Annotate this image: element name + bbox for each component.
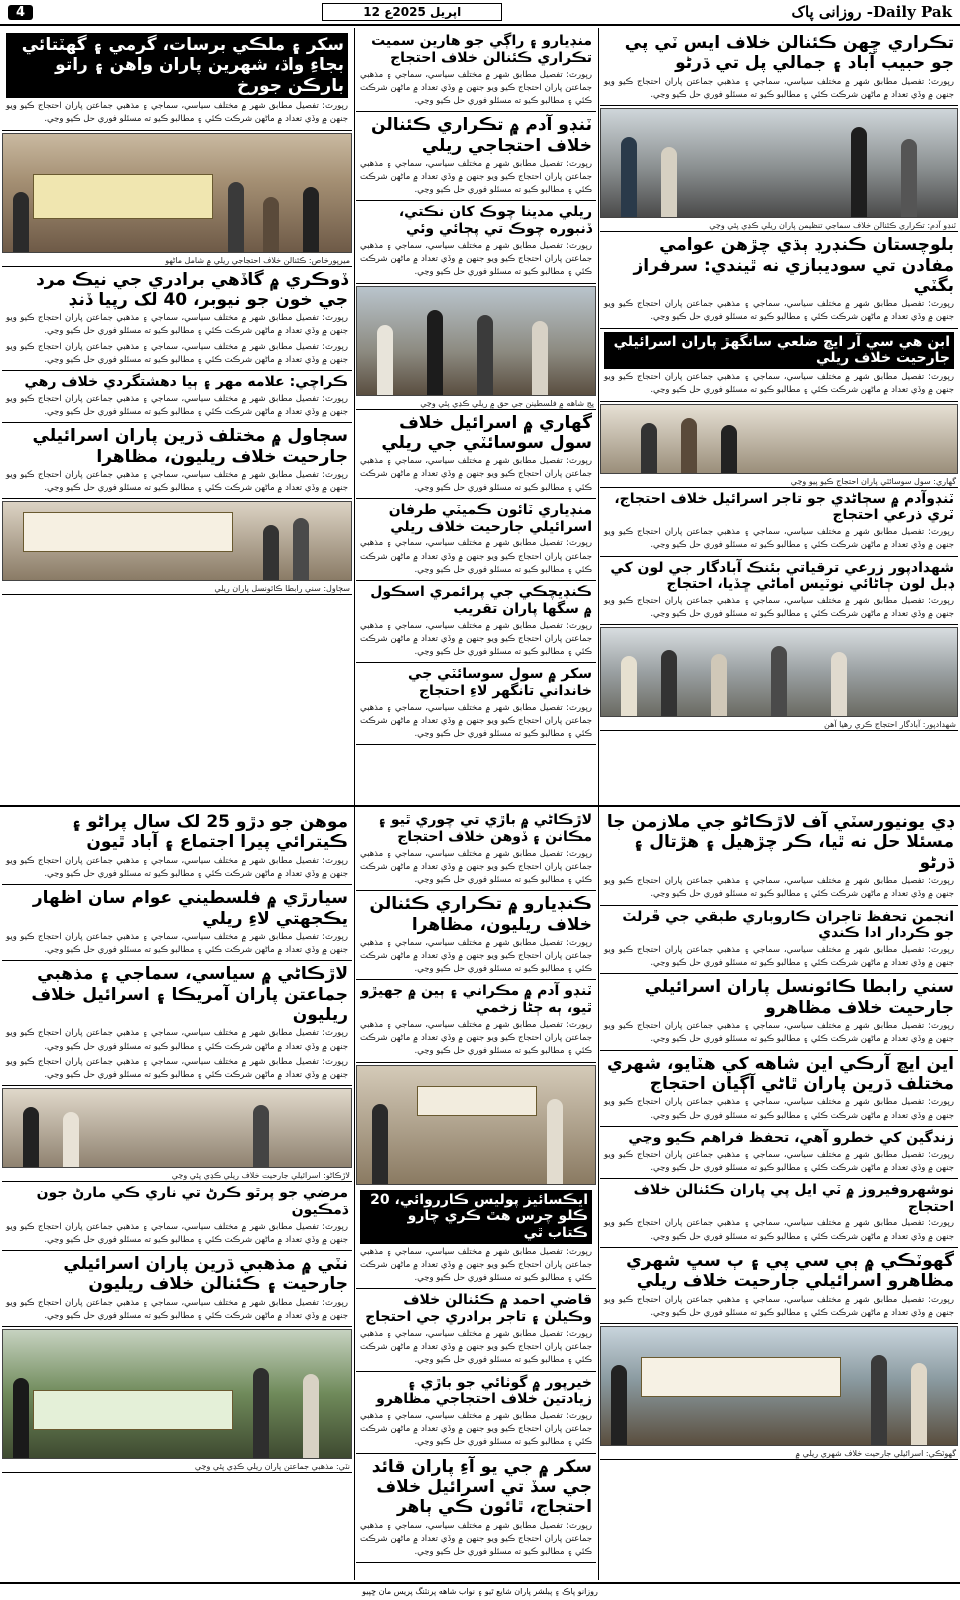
story-body: رپورٽ: تفصيل مطابق شهر ۾ مختلف سياسي، سماجي ۽ مذهبي جماعتن پاران احتجاج ڪيو ويو جنهن ۾ وڏي تعداد ۾ ماڻهن شرڪت ڪئي ۽ مطالبو ڪيو ته مسئلو فوري حل ڪيو وڃي. [6,931,348,956]
headline: مرضي جو پرٿو ڪرڻ تي ناري ڪي مارڻ جون ڌمڪيون [36,1185,348,1218]
photo-caption: ٽنڊو آدم: تڪراري ڪئنالن خلاف سماجي تنظيمن پاران ريلي ڪڍي پئي وڃي [600,220,958,232]
headline: لاڙڪاڻي ۾ باڙي تي چوري ٿيو ۽ مڪانن ۽ ڏوهن خلاف احتجاج [377,812,592,845]
photo-caption: گهوٽڪي: اسرائيلي جارحيت خلاف شهري ريلي ۾ [600,1448,958,1460]
headline: منڊيارو ۽ راڳي جو هارين سميت تڪراري ڪئنالن خلاف احتجاج [371,33,592,66]
photo-caption: ميرپورخاص: ڪئنالن خلاف احتجاجي ريلي ۾ شامل ماڻهو [2,255,352,267]
center-column-bottom [356,809,596,1580]
headline: ڪراچي: علامه مهر ۽ ٻيا دهشتگردي خلاف رهي [24,373,348,390]
story-c4 [356,410,596,499]
headline: گهوٽڪي ۾ ٻي سي پي ۽ ٻ سڀ شهري مظاهرو اسرائيلي جارحيت خلاف ريلي [626,1250,954,1292]
photo-center-2 [356,1065,596,1185]
story-c12 [356,1289,596,1371]
photo-center-1 [356,286,596,396]
headline: ڊي يونيورسٽي آف لاڙڪاڻو جي ملازمن جا مسئلا حل نه ٿيا، ڪر چڙهيل ۽ هڙتال ۽ ڌرڻو [606,812,954,873]
story-l6 [2,885,352,961]
story-body: رپورٽ: تفصيل مطابق شهر ۾ مختلف سياسي، سماجي ۽ مذهبي جماعتن پاران احتجاج ڪيو ويو جنهن ۾ وڏي تعداد ۾ ماڻهن شرڪت ڪئي ۽ مطالبو ڪيو ته مسئلو فوري حل ڪيو وڃي. [360,1329,592,1366]
story-body: رپورٽ: تفصيل مطابق شهر ۾ مختلف سياسي، سماجي ۽ مذهبي جماعتن پاران احتجاج ڪيو ويو جنهن ۾ وڏي تعداد ۾ ماڻهن شرڪت ڪئي ۽ مطالبو ڪيو ته مسئلو فوري حل ڪيو وڃي. [6,341,348,365]
story-body: رپورٽ: تفصيل مطابق شهر ۾ مختلف سياسي، سماجي ۽ مذهبي جماعتن پاران احتجاج ڪيو ويو جنهن ۾ وڏي تعداد ۾ ماڻهن شرڪت ڪئي ۽ مطالبو ڪيو ته مسئلو فوري حل ڪيو وڃي. [360,937,592,975]
photo-left-1 [2,133,352,253]
headline: ڪنڊيچڪي جي پرائمري اسڪول ۾ سگها پاران تقريب [370,583,592,617]
photo-right-2 [600,404,958,474]
story-r9 [600,1051,958,1127]
story-l9 [2,1251,352,1327]
story-c1 [356,30,596,112]
issue-date: 12 اپریل 2025ع [322,3,502,21]
story-body: رپورٽ: تفصيل مطابق شهر ۾ مختلف سياسي، سماجي ۽ مذهبي جماعتن پاران احتجاج ڪيو ويو جنهن ۾ وڏي تعداد ۾ ماڻهن شرڪت ڪئي ۽ مطالبو ڪيو ته مسئلو فوري حل ڪيو وڃي. [6,101,348,125]
story-body: رپورٽ: تفصيل مطابق شهر ۾ مختلف سياسي، سماجي ۽ مذهبي جماعتن پاران احتجاج ڪيو ويو جنهن ۾ وڏي تعداد ۾ ماڻهن شرڪت ڪئي ۽ مطالبو ڪيو ته مسئلو فوري حل ڪيو وڃي. [604,372,954,396]
photo-caption: شهدادپور: آبادگار احتجاج ڪري رهيا آهن [600,719,958,731]
headline: ٽنڊوآدم ۾ سڄاڻدي جو تاجر اسرائيل خلاف احتجاج، ٽري ذرعي احتجاج [614,490,954,524]
story-body: رپورٽ: تفصيل مطابق شهر ۾ مختلف سياسي، سماجي ۽ مذهبي جماعتن پاران احتجاج ڪيو ويو جنهن ۾ وڏي تعداد ۾ ماڻهن شرڪت ڪئي ۽ مطالبو ڪيو ته مسئلو فوري حل ڪيو وڃي. [6,469,348,494]
story-body: رپورٽ: تفصيل مطابق شهر ۾ مختلف سياسي، سماجي ۽ مذهبي جماعتن پاران احتجاج ڪيو ويو جنهن ۾ وڏي تعداد ۾ ماڻهن شرڪت ڪئي ۽ مطالبو ڪيو ته مسئلو فوري حل ڪيو وڃي. [604,527,954,551]
story-l3 [2,371,352,423]
story-body: رپورٽ: تفصيل مطابق شهر ۾ مختلف سياسي، سماجي ۽ مذهبي جماعتن پاران احتجاج ڪيو ويو جنهن ۾ وڏي تعداد ۾ ماڻهن شرڪت ڪئي ۽ مطالبو ڪيو ته مسئلو فوري حل ڪيو وڃي. [6,855,348,879]
headline: سکر ۾ جي يو آءِ پاران قائد جي سڏ تي اسرائيل خلاف احتجاج، ٿائون ڪي ٻاهر [371,1456,592,1518]
story-c13 [356,1372,596,1454]
right-column-bottom [600,809,958,1580]
headline: ڏوڪري ۾ گاڏهي برادري جي نيڪ مرد جي خون جو نيوبر، 40 لک رپيا ڏنڊ [36,269,348,310]
story-c10 [356,980,596,1062]
footer-imprint: روزانو پاڪ ۽ پبلشر پاران شايع ٿيو ۽ نواب شاهه پرنٽنگ پريس مان ڇپيو [0,1582,960,1600]
headline: بلوچستان ڪنڊرڊ ٻڌي چڙهن عوامي مفادن تي سوديبازي نه ٿيندي: سرفراز بگٽي [633,235,954,296]
story-c9 [356,891,596,980]
column-divider-right [598,28,599,1580]
story-body: رپورٽ: تفصيل مطابق شهر ۾ مختلف سياسي، سماجي ۽ مذهبي جماعتن پاران احتجاج ڪيو ويو جنهن ۾ وڏي تعداد ۾ ماڻهن شرڪت ڪئي ۽ مطالبو ڪيو ته مسئلو فوري حل ڪيو وڃي. [360,1246,592,1284]
story-c6 [356,581,596,663]
masthead [0,0,960,26]
story-c7 [356,663,596,745]
page-number: 4 [8,5,33,20]
story-body: رپورٽ: تفصيل مطابق شهر ۾ مختلف سياسي، سماجي ۽ مذهبي جماعتن پاران احتجاج ڪيو ويو جنهن ۾ وڏي تعداد ۾ ماڻهن شرڪت ڪئي ۽ مطالبو ڪيو ته مسئلو فوري حل ڪيو وڃي. [604,1218,954,1242]
photo-left-2 [2,501,352,581]
photo-caption: لاڙڪاڻو: اسرائيلي جارحيت خلاف ريلي ڪڍي پئي وڃي [2,1170,352,1182]
story-r3 [600,329,958,402]
story-body: رپورٽ: تفصيل مطابق شهر ۾ مختلف سياسي، سماجي ۽ مذهبي جماعتن پاران احتجاج ڪيو ويو جنهن ۾ وڏي تعداد ۾ ماڻهن شرڪت ڪئي ۽ مطالبو ڪيو ته مسئلو فوري حل ڪيو وڃي. [6,1221,348,1245]
story-body: رپورٽ: تفصيل مطابق شهر ۾ مختلف سياسي، سماجي ۽ مذهبي جماعتن پاران احتجاج ڪيو ويو جنهن ۾ وڏي تعداد ۾ ماڻهن شرڪت ڪئي ۽ مطالبو ڪيو ته مسئلو فوري حل ڪيو وڃي. [604,1294,954,1318]
headline: سيارڙي ۾ فلسطيني عوام سان اظهار يڪجهتي لاءِ ريلي [32,888,348,929]
story-body: رپورٽ: تفصيل مطابق شهر ۾ مختلف سياسي، سماجي ۽ مذهبي جماعتن پاران احتجاج ڪيو ويو جنهن ۾ وڏي تعداد ۾ ماڻهن شرڪت ڪئي ۽ مطالبو ڪيو ته مسئلو فوري حل ڪيو وڃي. [360,702,592,739]
headline: ڪنڊيارو ۾ تڪراري ڪئنالن خلاف ريليون، مظاهرا [369,894,592,935]
story-c2 [356,112,596,201]
photo-caption: گهاري: سول سوسائٽي پاران احتجاج ڪيو پيو وڃي [600,476,958,488]
headline: نوشهروفيروز ۾ ٽي ايل پي پاران ڪئنالن خلاف احتجاج [633,1181,954,1215]
story-l2 [2,267,352,371]
story-l7 [2,961,352,1086]
story-body: رپورٽ: تفصيل مطابق شهر ۾ مختلف سياسي، سماجي ۽ مذهبي جماعتن پاران احتجاج ڪيو ويو جنهن ۾ وڏي تعداد ۾ ماڻهن شرڪت ڪئي ۽ مطالبو ڪيو ته مسئلو فوري حل ڪيو وڃي. [360,1020,592,1057]
story-r4 [600,488,958,557]
left-column-top [2,30,352,803]
story-r5 [600,557,958,626]
headline: ابن هي سي آر ايڇ ضلعي سانگهڙ پاران اسرائيلي جارحيت خلاف ريلي [604,332,954,370]
fold-divider [0,805,960,807]
headline: منڊياري ٽائون ڪميٽي طرفان اسرائيلي جارحيت خلاف ريلي [388,501,592,535]
story-c8 [356,809,596,891]
newspaper-name: روزانی پاک -Daily Pak [791,3,952,21]
headline: اين ايڇ آرڪي اين شاهه کي هٽايو، شهري مختلف ڌرين پاران ٿاڻي آڳيان احتجاج [607,1053,954,1094]
story-r7 [600,906,958,975]
headline: لاڙڪاڻي ۾ سياسي، سماجي ۽ مذهبي جماعتن پاران آمريڪا ۽ اسرائيل خلاف ريليون [31,964,348,1026]
headline: زندگين کي خطرو آهي، تحفظ فراهم ڪيو وڃي [628,1129,954,1146]
story-r8 [600,974,958,1050]
story-r11 [600,1179,958,1248]
story-l8 [2,1182,352,1251]
photo-caption: پڃ شاهه ۾ فلسطينن جي حق ۾ ريلي ڪڍي پئي وڃي [356,398,596,410]
story-body: رپورٽ: تفصيل مطابق شهر ۾ مختلف سياسي، سماجي ۽ مذهبي جماعتن پاران احتجاج ڪيو ويو جنهن ۾ وڏي تعداد ۾ ماڻهن شرڪت ڪئي ۽ مطالبو ڪيو ته مسئلو فوري حل ڪيو وڃي. [6,1028,348,1052]
story-r12 [600,1248,958,1324]
story-l1 [2,30,352,131]
story-body: رپورٽ: تفصيل مطابق شهر ۾ مختلف سياسي، سماجي ۽ مذهبي جماعتن پاران احتجاج ڪيو ويو جنهن ۾ وڏي تعداد ۾ ماڻهن شرڪت ڪئي ۽ مطالبو ڪيو ته مسئلو فوري حل ڪيو وڃي. [6,1297,348,1321]
left-column-bottom [2,809,352,1580]
story-r1 [600,30,958,106]
story-l5 [2,809,352,885]
story-body: رپورٽ: تفصيل مطابق شهر ۾ مختلف سياسي، سماجي ۽ مذهبي جماعتن پاران احتجاج ڪيو ويو جنهن ۾ وڏي تعداد ۾ ماڻهن شرڪت ڪئي ۽ مطالبو ڪيو ته مسئلو فوري حل ڪيو وڃي. [360,456,592,493]
headline: ٽنڊو آدم ۾ مڪراني ۽ ٻين ۾ جهيڙو ٿيو، ٻه ڄڻا زخمي [360,983,592,1017]
photo-right-4 [600,1326,958,1446]
headline: انجمن تحفظ تاجران ڪاروباري طبقي جي ڦرلٽ جو ڪردار ادا ڪندي [622,908,954,942]
photo-caption: نٽي: مذهبي جماعتن پاران ريلي ڪڍي پئي وڃي [2,1461,352,1473]
story-body: رپورٽ: تفصيل مطابق شهر ۾ مختلف سياسي، سماجي ۽ مذهبي جماعتن پاران احتجاج ڪيو ويو جنهن ۾ وڏي تعداد ۾ ماڻهن شرڪت ڪئي ۽ مطالبو ڪيو ته مسئلو فوري حل ڪيو وڃي. [360,1520,592,1558]
story-body: رپورٽ: تفصيل مطابق شهر ۾ مختلف سياسي، سماجي ۽ مذهبي جماعتن پاران احتجاج ڪيو ويو جنهن ۾ وڏي تعداد ۾ ماڻهن شرڪت ڪئي ۽ مطالبو ڪيو ته مسئلو فوري حل ڪيو وڃي. [360,1411,592,1448]
story-body: رپورٽ: تفصيل مطابق شهر ۾ مختلف سياسي، سماجي ۽ مذهبي جماعتن پاران احتجاج ڪيو ويو جنهن ۾ وڏي تعداد ۾ ماڻهن شرڪت ڪئي ۽ مطالبو ڪيو ته مسئلو فوري حل ڪيو وڃي. [604,945,954,969]
story-c11 [356,1187,596,1290]
photo-left-3 [2,1088,352,1168]
story-r10 [600,1127,958,1179]
photo-left-4 [2,1329,352,1459]
headline: ايڪسائيز پوليس ڪارروائي، 20 ڪلو چرس هٿ ڪري چارو ڪتاب ٿي [360,1190,592,1244]
headline: ٽنڊو آدم ۾ تڪراري ڪئنالن خلاف احتجاجي ريلي [371,115,592,156]
story-r2 [600,232,958,329]
story-body: رپورٽ: تفصيل مطابق شهر ۾ مختلف سياسي، سماجي ۽ مذهبي جماعتن پاران احتجاج ڪيو ويو جنهن ۾ وڏي تعداد ۾ ماڻهن شرڪت ڪئي ۽ مطالبو ڪيو ته مسئلو فوري حل ڪيو وڃي. [604,876,954,900]
headline: گهاري ۾ اسرائيل خلاف سول سوسائٽي جي ريلي [381,412,592,453]
story-body: رپورٽ: تفصيل مطابق شهر ۾ مختلف سياسي، سماجي ۽ مذهبي جماعتن پاران احتجاج ڪيو ويو جنهن ۾ وڏي تعداد ۾ ماڻهن شرڪت ڪئي ۽ مطالبو ڪيو ته مسئلو فوري حل ڪيو وڃي. [360,620,592,657]
story-body: رپورٽ: تفصيل مطابق شهر ۾ مختلف سياسي، سماجي ۽ مذهبي جماعتن پاران احتجاج ڪيو ويو جنهن ۾ وڏي تعداد ۾ ماڻهن شرڪت ڪئي ۽ مطالبو ڪيو ته مسئلو فوري حل ڪيو وڃي. [360,158,592,196]
story-body: رپورٽ: تفصيل مطابق شهر ۾ مختلف سياسي، سماجي ۽ مذهبي جماعتن پاران احتجاج ڪيو ويو جنهن ۾ وڏي تعداد ۾ ماڻهن شرڪت ڪئي ۽ مطالبو ڪيو ته مسئلو فوري حل ڪيو وڃي. [604,1097,954,1121]
story-body: رپورٽ: تفصيل مطابق شهر ۾ مختلف سياسي، سماجي ۽ مذهبي جماعتن پاران احتجاج ڪيو ويو جنهن ۾ وڏي تعداد ۾ ماڻهن شرڪت ڪئي ۽ مطالبو ڪيو ته مسئلو فوري حل ڪيو وڃي. [604,76,954,100]
story-body: رپورٽ: تفصيل مطابق شهر ۾ مختلف سياسي، سماجي ۽ مذهبي جماعتن پاران احتجاج ڪيو ويو جنهن ۾ وڏي تعداد ۾ ماڻهن شرڪت ڪئي ۽ مطالبو ڪيو ته مسئلو فوري حل ڪيو وڃي. [6,313,348,337]
story-body: رپورٽ: تفصيل مطابق شهر ۾ مختلف سياسي، سماجي ۽ مذهبي جماعتن پاران احتجاج ڪيو ويو جنهن ۾ وڏي تعداد ۾ ماڻهن شرڪت ڪئي ۽ مطالبو ڪيو ته مسئلو فوري حل ڪيو وڃي. [6,393,348,417]
right-column-top [600,30,958,803]
story-body: رپورٽ: تفصيل مطابق شهر ۾ مختلف سياسي، سماجي ۽ مذهبي جماعتن پاران احتجاج ڪيو ويو جنهن ۾ وڏي تعداد ۾ ماڻهن شرڪت ڪئي ۽ مطالبو ڪيو ته مسئلو فوري حل ڪيو وڃي. [6,1056,348,1080]
story-body: رپورٽ: تفصيل مطابق شهر ۾ مختلف سياسي، سماجي ۽ مذهبي جماعتن پاران احتجاج ڪيو ويو جنهن ۾ وڏي تعداد ۾ ماڻهن شرڪت ڪئي ۽ مطالبو ڪيو ته مسئلو فوري حل ڪيو وڃي. [360,538,592,575]
photo-caption: سڄاول: سني رابطا ڪائونسل پاران ريلي [2,583,352,595]
story-body: رپورٽ: تفصيل مطابق شهر ۾ مختلف سياسي، سماجي ۽ مذهبي جماعتن پاران احتجاج ڪيو ويو جنهن ۾ وڏي تعداد ۾ ماڻهن شرڪت ڪئي ۽ مطالبو ڪيو ته مسئلو فوري حل ڪيو وڃي. [360,69,592,106]
story-body: رپورٽ: تفصيل مطابق شهر ۾ مختلف سياسي، سماجي ۽ مذهبي جماعتن پاران احتجاج ڪيو ويو جنهن ۾ وڏي تعداد ۾ ماڻهن شرڪت ڪئي ۽ مطالبو ڪيو ته مسئلو فوري حل ڪيو وڃي. [604,1021,954,1045]
headline: سني رابطا ڪائونسل پاران اسرائيلي جارحيت خلاف مظاهرو [644,977,954,1018]
headline: شهدادپور زرعي ترقياتي بئنڪ آبادگار جي لون کي ڊبل لون ڄاڻائي نوٽيس اماڻي ڇڏيا، احتجاج [610,559,954,593]
headline: سکر ۽ ملڪي برسات، گرمي ۽ گهٽتائي بجاءِ واڌ، شهرين پاران واهن ۽ راتو بارڪن جورخ [6,33,348,98]
headline: موهن جو دڙو 25 لک سال پراڻو ۽ ڪيترائي پيرا اجتماع ۽ آباد ٿيون [71,812,348,853]
story-body: رپورٽ: تفصيل مطابق شهر ۾ مختلف سياسي، سماجي ۽ مذهبي جماعتن پاران احتجاج ڪيو ويو جنهن ۾ وڏي تعداد ۾ ماڻهن شرڪت ڪئي ۽ مطالبو ڪيو ته مسئلو فوري حل ڪيو وڃي. [604,1149,954,1173]
headline: سڄاول ۾ مختلف ڌرين پاران اسرائيلي جارحيت خلاف ريليون، مظاهرا [32,426,348,467]
headline: سکر ۾ سول سوسائٽي جي خانداني تانگهر لاءِ احتجاج [408,666,592,699]
story-body: رپورٽ: تفصيل مطابق شهر ۾ مختلف سياسي، سماجي ۽ مذهبي جماعتن پاران احتجاج ڪيو ويو جنهن ۾ وڏي تعداد ۾ ماڻهن شرڪت ڪئي ۽ مطالبو ڪيو ته مسئلو فوري حل ڪيو وڃي. [360,241,592,278]
photo-right-1 [600,108,958,218]
headline: قاضي احمد ۾ ڪئنالن خلاف وڪيلن ۽ تاجر برادري جي احتجاج [365,1292,592,1326]
story-r6 [600,809,958,906]
headline: ريلي مدينا چوڪ کان نڪتي، ڏنبوره چوڪ تي پڄائي وئي [398,204,592,238]
story-c14 [356,1454,596,1564]
story-l4 [2,423,352,499]
headline: خيرپور ۾ گوٺائي جو باڙي ۽ زيادتين خلاف احتجاجي مظاهرو [376,1374,592,1408]
headline: نٽي ۾ مذهبي ڌرين پاران اسرائيلي جارحيت ۽ ڪئنالن خلاف ريليون [63,1254,348,1295]
story-body: رپورٽ: تفصيل مطابق شهر ۾ مختلف سياسي، سماجي ۽ مذهبي جماعتن پاران احتجاج ڪيو ويو جنهن ۾ وڏي تعداد ۾ ماڻهن شرڪت ڪئي ۽ مطالبو ڪيو ته مسئلو فوري حل ڪيو وڃي. [604,299,954,323]
center-column-top [356,30,596,803]
headline: تڪراري ڇهن ڪئنالن خلاف ايس ٽي پي جو حبيب آباد ۽ جمالي پل تي ڌرڻو [624,33,954,74]
column-divider-left [354,28,355,1580]
story-body: رپورٽ: تفصيل مطابق شهر ۾ مختلف سياسي، سماجي ۽ مذهبي جماعتن پاران احتجاج ڪيو ويو جنهن ۾ وڏي تعداد ۾ ماڻهن شرڪت ڪئي ۽ مطالبو ڪيو ته مسئلو فوري حل ڪيو وڃي. [360,848,592,885]
story-c3 [356,201,596,283]
story-c5 [356,499,596,581]
story-body: رپورٽ: تفصيل مطابق شهر ۾ مختلف سياسي، سماجي ۽ مذهبي جماعتن پاران احتجاج ڪيو ويو جنهن ۾ وڏي تعداد ۾ ماڻهن شرڪت ڪئي ۽ مطالبو ڪيو ته مسئلو فوري حل ڪيو وڃي. [604,596,954,620]
photo-right-3 [600,627,958,717]
